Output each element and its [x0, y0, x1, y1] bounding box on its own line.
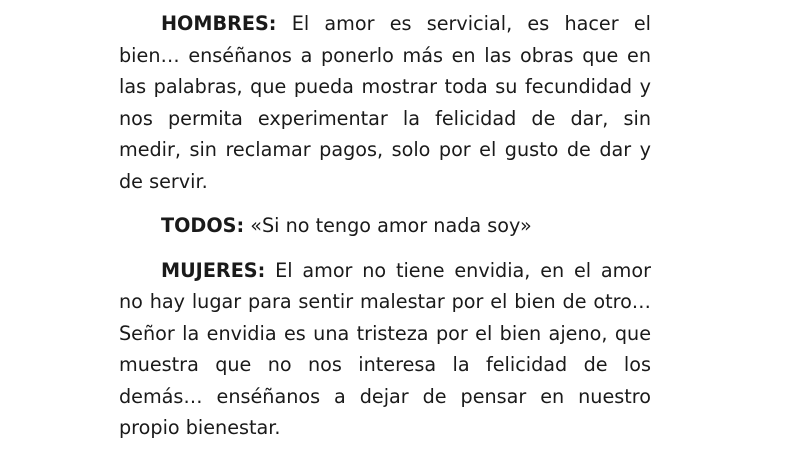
paragraph-text: El amor es servicial, es hacer el bien… enséñanos a ponerlo más en las obras que en las palabras, que pueda mostrar toda su fecundidad y nos permita experimentar la felicidad de dar, sin medir, sin reclamar pagos, solo por el gusto de dar y de servir.: [119, 12, 651, 193]
speaker-label: MUJERES:: [161, 258, 266, 282]
speaker-label: HOMBRES:: [161, 12, 277, 35]
paragraph-todos: [119, 210, 651, 242]
paragraph-mujeres: [119, 255, 651, 444]
paragraph-text: El amor no tiene envidia, en el amor no hay lugar para sentir malestar por el bien de otro… Señor la envidia es una tristeza por el bien ajeno, que muestra que no nos interesa la felicidad de los demás… enséñanos a dejar de pensar en nuestro propio bienestar.: [119, 258, 651, 439]
document-page: [119, 8, 651, 457]
speaker-label: TODOS:: [161, 214, 245, 237]
paragraph-text: «Si no tengo amor nada soy»: [250, 214, 532, 237]
paragraph-hombres: [119, 8, 651, 197]
